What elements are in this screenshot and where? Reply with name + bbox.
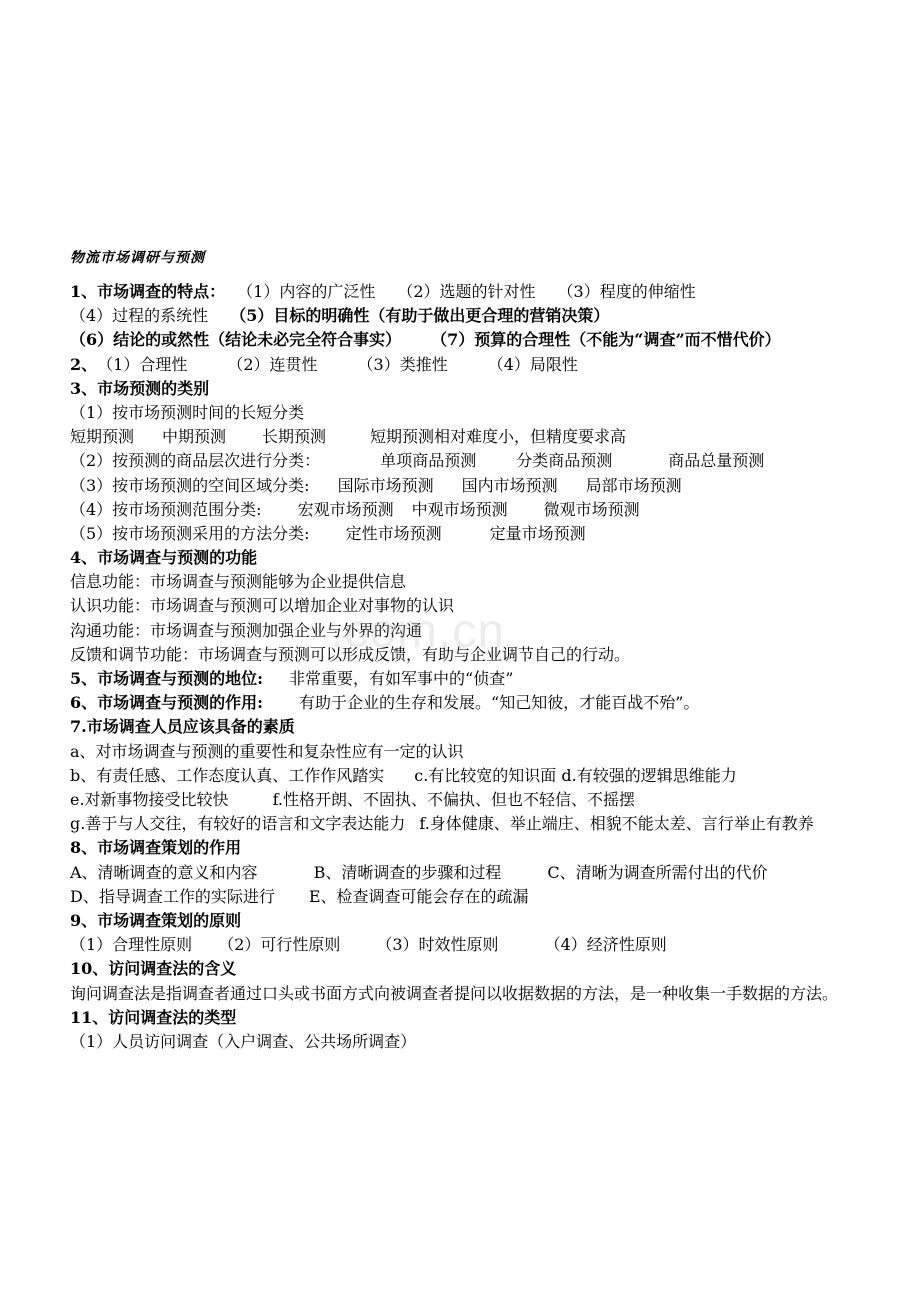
text-segment: （3）按市场预测的空间区域分类: [70, 475, 310, 495]
text-segment: 国际市场预测 [337, 475, 434, 495]
text-line [70, 788, 860, 812]
text-line [70, 377, 860, 401]
bold-text-segment: （5）目标的明确性（有助于做出更合理的营销决策） [230, 306, 610, 326]
text-segment: （5）按市场预测采用的方法分类: [70, 523, 310, 543]
text-segment: 宏观市场预测 [297, 499, 394, 519]
text-segment: f.身体健康、举止端庄、相貌不能太差、言行举止有教养 [419, 814, 814, 834]
text-line [70, 691, 860, 715]
text-segment: 局部市场预测 [585, 475, 682, 495]
text-segment: 短期预测相对难度小，但精度要求高 [370, 427, 627, 447]
text-line [70, 909, 860, 933]
text-segment: e.对新事物接受比较快 [70, 789, 229, 809]
text-segment: b、有责任感、工作态度认真、工作作风踏实 [70, 765, 385, 785]
bold-text-segment: 7.市场调查人员应该具备的素质 [70, 717, 295, 737]
text-line [70, 425, 860, 449]
text-line [70, 304, 860, 328]
text-segment: （4）过程的系统性 [70, 306, 209, 326]
text-segment: g.善于与人交往，有较好的语言和文字表达能力 [70, 814, 406, 834]
text-segment: 商品总量预测 [668, 451, 765, 471]
text-segment: （2）按预测的商品层次进行分类： [70, 451, 321, 471]
text-line [70, 570, 860, 594]
text-line [70, 740, 860, 764]
bold-text-segment: 4、市场调查与预测的功能 [70, 548, 258, 568]
text-segment: 国内市场预测 [461, 475, 558, 495]
bold-text-segment: （7）预算的合理性（不能为“调查”而不惜代价） [431, 330, 781, 350]
text-line [70, 1030, 860, 1054]
text-segment: （1）按市场预测时间的长短分类 [70, 402, 305, 422]
text-segment: 中观市场预测 [411, 499, 508, 519]
text-line [70, 401, 860, 425]
text-segment: （1）合理性 [97, 354, 188, 374]
text-line [70, 982, 860, 1006]
text-segment: （2）选题的针对性 [397, 282, 536, 301]
text-segment: C、清晰为调查所需付出的代价 [547, 862, 768, 882]
bold-text-segment: 1、市场调查的特点： [70, 282, 226, 301]
text-line [70, 522, 860, 546]
text-segment: E、检查调查可能会存在的疏漏 [308, 886, 529, 906]
bold-text-segment: 9、市场调查策划的原则 [70, 910, 242, 930]
text-segment: （3）时效性原则 [376, 935, 499, 955]
text-line [70, 328, 860, 352]
text-line [70, 1006, 860, 1030]
text-segment: A、清晰调查的意义和内容 [70, 862, 258, 882]
text-segment: 有助于企业的生存和发展。“知己知彼，才能百战不殆”。 [299, 693, 700, 713]
text-line [70, 812, 860, 836]
text-segment: 沟通功能：市场调查与预测加强企业与外界的沟通 [70, 620, 423, 640]
bold-text-segment: 10、访问调查法的含义 [70, 959, 237, 979]
text-line [70, 280, 860, 304]
text-line [70, 353, 860, 377]
text-segment: （1）合理性原则 [70, 935, 193, 955]
text-line [70, 449, 860, 473]
text-segment: 信息功能：市场调查与预测能够为企业提供信息 [70, 572, 407, 592]
bold-text-segment: 2、 [70, 354, 98, 374]
text-segment: 定量市场预测 [489, 523, 586, 543]
watermark: .com.cn [330, 605, 506, 658]
text-segment: （1）内容的广泛性 [237, 282, 376, 301]
text-segment: （4）局限性 [487, 354, 578, 374]
text-line [70, 933, 860, 957]
text-segment: 反馈和调节功能：市场调查与预测可以形成反馈，有助与企业调节自己的行动。 [70, 644, 631, 664]
document-body [70, 280, 860, 1054]
text-line [70, 474, 860, 498]
text-segment: （1）人员访问调查（入户调查、公共场所调查） [70, 1031, 417, 1051]
text-segment: 单项商品预测 [380, 451, 477, 471]
text-line [70, 957, 860, 981]
text-segment: f.性格开朗、不固执、不偏执、但也不轻信、不摇摆 [272, 789, 636, 809]
text-segment: 定性市场预测 [345, 523, 442, 543]
text-segment: （3）类推性 [357, 354, 448, 374]
bold-text-segment: 5、市场调查与预测的地位: [70, 669, 264, 689]
text-line [70, 764, 860, 788]
text-segment: （4）经济性原则 [544, 935, 667, 955]
text-segment: 非常重要，有如军事中的“侦查” [289, 669, 514, 689]
text-segment: 中期预测 [162, 427, 227, 447]
text-segment: c.有比较宽的知识面 d.有较强的逻辑思维能力 [414, 765, 737, 785]
text-line [70, 498, 860, 522]
text-segment: 长期预测 [262, 427, 327, 447]
text-segment: （2）连贯性 [227, 354, 318, 374]
bold-text-segment: 8、市场调查策划的作用 [70, 838, 242, 858]
bold-text-segment: （6）结论的或然性（结论未必完全符合事实） [70, 330, 402, 350]
bold-text-segment: 6、市场调查与预测的作用: [70, 693, 264, 713]
text-line [70, 546, 860, 570]
text-segment: 认识功能：市场调查与预测可以增加企业对事物的认识 [70, 596, 455, 616]
text-line [70, 715, 860, 739]
text-line [70, 667, 860, 691]
text-segment: （2）可行性原则 [218, 935, 341, 955]
text-segment: D、指导调查工作的实际进行 [70, 886, 275, 906]
text-line [70, 861, 860, 885]
document-title: 物流市场调研与预测 [70, 250, 205, 266]
text-segment: B、清晰调查的步骤和过程 [313, 862, 502, 882]
text-segment: a、对市场调查与预测的重要性和复杂性应有一定的认识 [70, 741, 464, 761]
text-segment: （3）程度的伸缩性 [557, 282, 696, 301]
text-segment: 短期预测 [70, 427, 135, 447]
text-segment: 分类商品预测 [516, 451, 613, 471]
text-segment: （4）按市场预测范围分类: [70, 499, 262, 519]
text-segment: 询问调查法是指调查者通过口头或书面方式向被调查者提问以收据数据的方法，是一种收集一手数据的方法。 [70, 983, 839, 1003]
bold-text-segment: 3、市场预测的类别 [70, 378, 210, 398]
bold-text-segment: 11、访问调查法的类型 [70, 1007, 237, 1027]
text-segment: 微观市场预测 [543, 499, 640, 519]
text-line [70, 885, 860, 909]
text-line [70, 836, 860, 860]
